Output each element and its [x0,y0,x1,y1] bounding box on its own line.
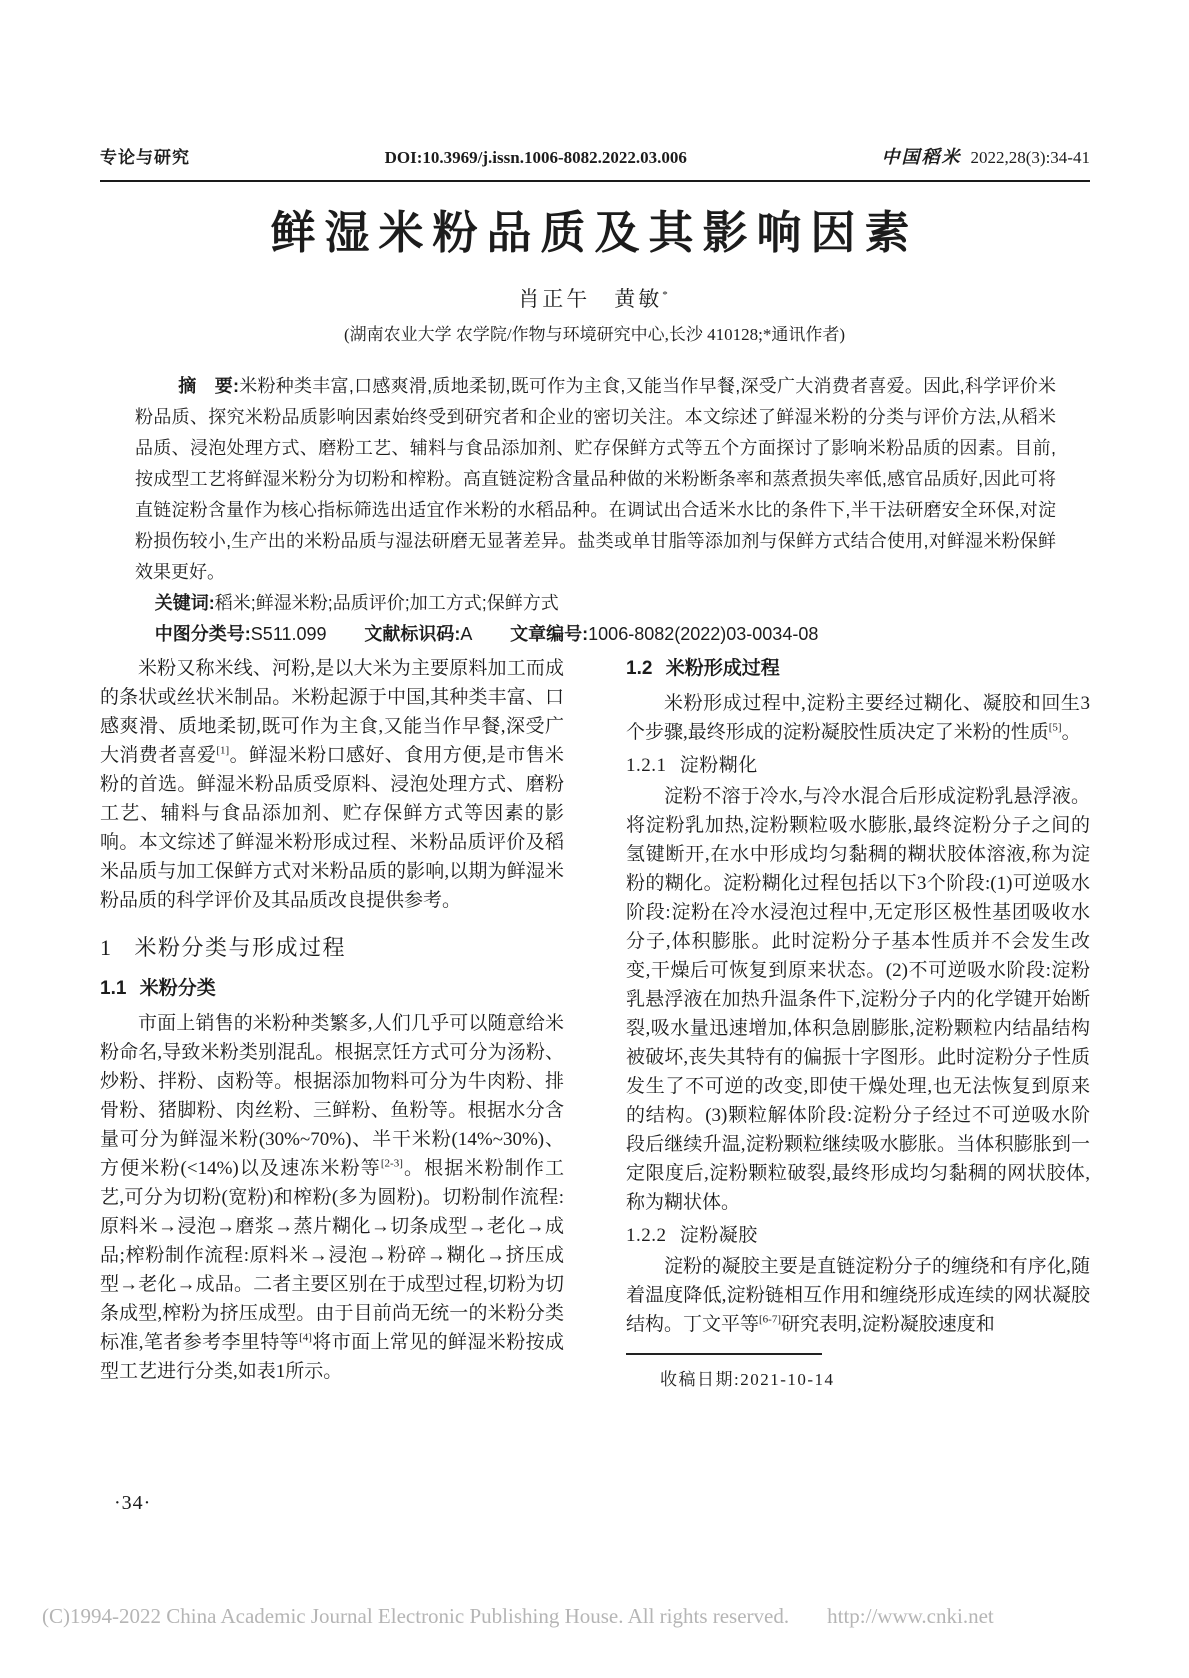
author-names: 肖正午 黄敏 [518,287,663,311]
section-1-2-2-paragraph: 淀粉的凝胶主要是直链淀粉分子的缠绕和有序化,随着温度降低,淀粉链相互作用和缠绕形成连续的网状凝胶结构。丁文平等[6-7]研究表明,淀粉凝胶速度和 [626,1256,1090,1335]
footnote-rule [626,1353,822,1355]
abstract-text: 米粉种类丰富,口感爽滑,质地柔韧,既可作为主食,又能当作早餐,深受广大消费者喜爱。因此,科学评价米粉品质、探究米粉品质影响因素始终受到研究者和企业的密切关注。本文综述了鲜湿米粉的分类与评价方法,从稻米品质、浸泡处理方式、磨粉工艺、辅料与食品添加剂、贮存保鲜方式等五个方面探讨了影响米粉品质的因素。目前,按成型工艺将鲜湿米粉分为切粉和榨粉。高直链淀粉含量品种做的米粉断条率和蒸煮损失率低,感官品质好,因此可将直链淀粉含量作为核心指标筛选出适宜作米粉的水稻品种。在调试出合适米水比的条件下,半干法研磨安全环保,对淀粉损伤较小,生产出的米粉品质与湿法研磨无显著差异。盐类或单甘脂等添加剂与保鲜方式结合使用,对鲜湿米粉保鲜效果更好。 [135,376,1056,582]
document-code: 文献标识码:A [364,624,473,644]
section-1-2-1-paragraph: 淀粉不溶于冷水,与冷水混合后形成淀粉乳悬浮液。将淀粉乳加热,淀粉颗粒吸水膨胀,最终淀粉分子之间的氢键断开,在水中形成均匀黏稠的糊状胶体溶液,称为淀粉的糊化。淀粉糊化过程包括以下3个阶段:(1)可逆吸水阶段:淀粉在冷水浸泡过程中,无定形区极性基团吸收水分子,体积膨胀。此时淀粉分子基本性质并不会发生改变,干燥后可恢复到原来状态。(2)不可逆吸水阶段:淀粉乳悬浮液在加热升温条件下,淀粉分子内的化学键开始断裂,吸水量迅速增加,体积急剧膨胀,淀粉颗粒内结晶结构被破坏,丧失其特有的偏振十字图形。此时淀粉分子性质发生了不可逆的改变,即使干燥处理,也无法恢复到原来的结构。(3)颗粒解体阶段:淀粉分子经过不可逆吸水阶段后继续升温,淀粉颗粒继续吸水膨胀。当体积膨胀到一定限度后,淀粉颗粒破裂,最终形成均匀黏稠的网状胶体,称为糊状体。 [626,786,1090,1213]
running-head [100,143,1090,169]
left-column [100,654,564,1394]
corresponding-author-mark: * [662,289,671,301]
section-1-2-paragraph: 米粉形成过程中,淀粉主要经过糊化、凝胶和回生3个步骤,最终形成的淀粉凝胶性质决定了米粉的性质[5]。 [626,693,1090,743]
copyright-text: (C)1994-2022 China Academic Journal Electronic Publishing House. All rights reserved. [42,1604,790,1628]
keywords-label: 关键词: [154,593,215,613]
journal-issue: 2022,28(3):34-41 [970,148,1090,167]
header-rule [100,180,1090,182]
body-columns [100,654,1090,1394]
journal-name: 中国稻米 [881,147,962,167]
page-number: ·34· [114,1492,152,1514]
doi-text: DOI:10.3969/j.issn.1006-8082.2022.03.006 [384,148,687,167]
authors-line [0,283,1189,313]
affiliation: (湖南农业大学 农学院/作物与环境研究中心,长沙 410128;*通讯作者) [343,325,846,344]
intro-paragraph: 米粉又称米线、河粉,是以大米为主要原料加工而成的条状或丝状米制品。米粉起源于中国,其种类丰富、口感爽滑、质地柔韧,既可作为主食,又能当作早餐,深受广大消费者喜爱[1]。鲜湿米粉口感好、食用方便,是市售米粉的首选。鲜湿米粉品质受原料、浸泡处理方式、磨粉工艺、辅料与食品添加剂、贮存保鲜方式等因素的影响。本文综述了鲜湿米粉形成过程、米粉品质评价及稻米品质与加工保鲜方式对米粉品质的影响,以期为鲜湿米粉品质的科学评价及其品质改良提供参考。 [100,658,564,911]
article-title: 鲜湿米粉品质及其影响因素 [270,207,919,258]
keywords-text: 稻米;鲜湿米粉;品质评价;加工方式;保鲜方式 [214,593,559,613]
abstract [135,371,1056,588]
copyright-footer [42,1604,1162,1629]
keywords-line [135,588,1056,619]
column-section-label: 专论与研究 [100,148,190,167]
front-matter [135,371,1056,650]
journal-citation [882,143,1090,169]
section-1-1-heading: 1.1 米粉分类 [100,978,216,999]
section-1-2-2-heading: 1.2.2 淀粉凝胶 [626,1225,758,1246]
abstract-label: 摘 要: [178,376,239,396]
right-column [626,654,1090,1394]
received-date-line: 收稿日期:2021-10-14 [660,1370,835,1389]
classification-line [135,619,1056,650]
section-1-1-paragraph: 市面上销售的米粉种类繁多,人们几乎可以随意给米粉命名,导致米粉类别混乱。根据烹饪方式可分为汤粉、炒粉、拌粉、卤粉等。根据添加物料可分为牛肉粉、排骨粉、猪脚粉、肉丝粉、三鲜粉、鱼粉等。根据水分含量可分为鲜湿米粉(30%~70%)、半干米粉(14%~30%)、方便米粉(<14%)以及速冻米粉等[2-3]。根据米粉制作工艺,可分为切粉(宽粉)和榨粉(多为圆粉)。切粉制作流程:原料米→浸泡→磨浆→蒸片糊化→切条成型→老化→成品;榨粉制作流程:原料米→浸泡→粉碎→糊化→挤压成型→老化→成品。二者主要区别在于成型过程,切粉为切条成型,榨粉为挤压成型。由于目前尚无统一的米粉分类标准,笔者参考李里特等[4]将市面上常见的鲜湿米粉按成型工艺进行分类,如表1所示。 [100,1013,564,1382]
section-1-heading: 1 米粉分类与形成过程 [100,935,347,960]
section-1-2-1-heading: 1.2.1 淀粉糊化 [626,755,758,776]
cnki-url: http://www.cnki.net [827,1604,994,1628]
article-number: 文章编号:1006-8082(2022)03-0034-08 [510,624,819,644]
clc-number: 中图分类号:S511.099 [154,624,327,644]
section-1-2-heading: 1.2 米粉形成过程 [626,658,780,679]
